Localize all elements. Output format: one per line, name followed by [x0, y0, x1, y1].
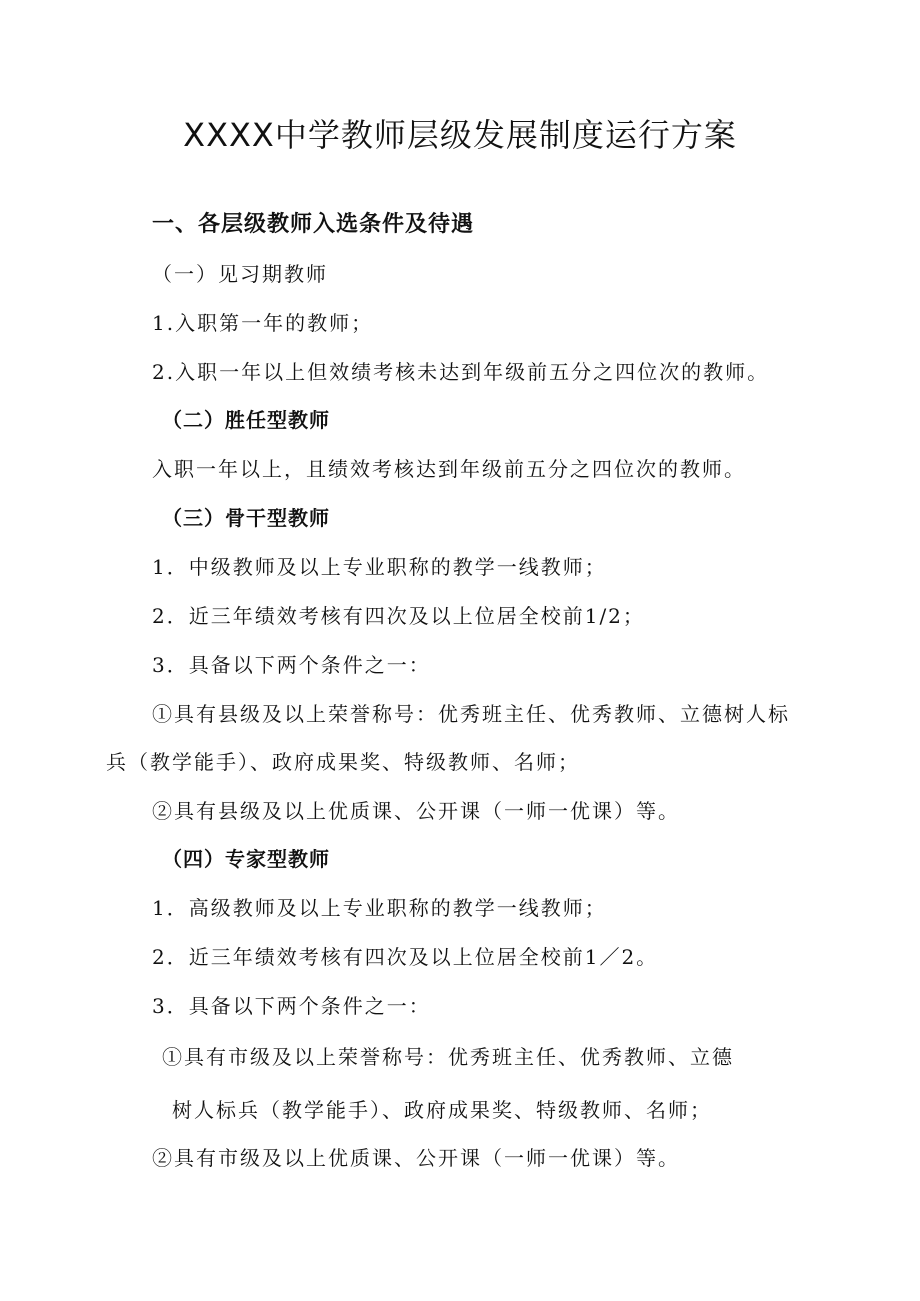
paragraph: 1.入职第一年的教师；	[152, 311, 374, 335]
subsection-heading: （一）见习期教师	[152, 262, 328, 286]
paragraph: 入职一年以上，且绩效考核达到年级前五分之四位次的教师。	[152, 457, 746, 481]
subsection-heading: （四）专家型教师	[162, 847, 330, 871]
paragraph: 1．高级教师及以上专业职称的教学一线教师；	[152, 896, 607, 920]
paragraph: 树人标兵（教学能手）、政府成果奖、特级教师、名师；	[172, 1098, 712, 1122]
paragraph: 2.入职一年以上但效绩考核未达到年级前五分之四位次的教师。	[152, 360, 770, 384]
paragraph: ②具有县级及以上优质课、公开课（一师一优课）等。	[152, 799, 680, 823]
paragraph: 3．具备以下两个条件之一：	[152, 653, 431, 677]
subsection-heading: （三）骨干型教师	[162, 506, 330, 530]
paragraph: ①具有县级及以上荣誉称号：优秀班主任、优秀教师、立德树人标	[152, 702, 790, 726]
paragraph: 3．具备以下两个条件之一：	[152, 994, 431, 1018]
paragraph: 2．近三年绩效考核有四次及以上位居全校前1／2。	[152, 945, 659, 969]
paragraph: 1．中级教师及以上专业职称的教学一线教师；	[152, 555, 607, 579]
paragraph: 2．近三年绩效考核有四次及以上位居全校前1/2；	[152, 604, 645, 628]
paragraph: 兵（教学能手）、政府成果奖、特级教师、名师；	[106, 750, 580, 774]
document-title: XXXX中学教师层级发展制度运行方案	[183, 116, 737, 154]
subsection-heading: （二）胜任型教师	[162, 408, 330, 432]
section-heading: 一、各层级教师入选条件及待遇	[152, 212, 475, 237]
paragraph: ②具有市级及以上优质课、公开课（一师一优课）等。	[152, 1146, 680, 1170]
paragraph: ①具有市级及以上荣誉称号：优秀班主任、优秀教师、立德	[162, 1045, 734, 1069]
